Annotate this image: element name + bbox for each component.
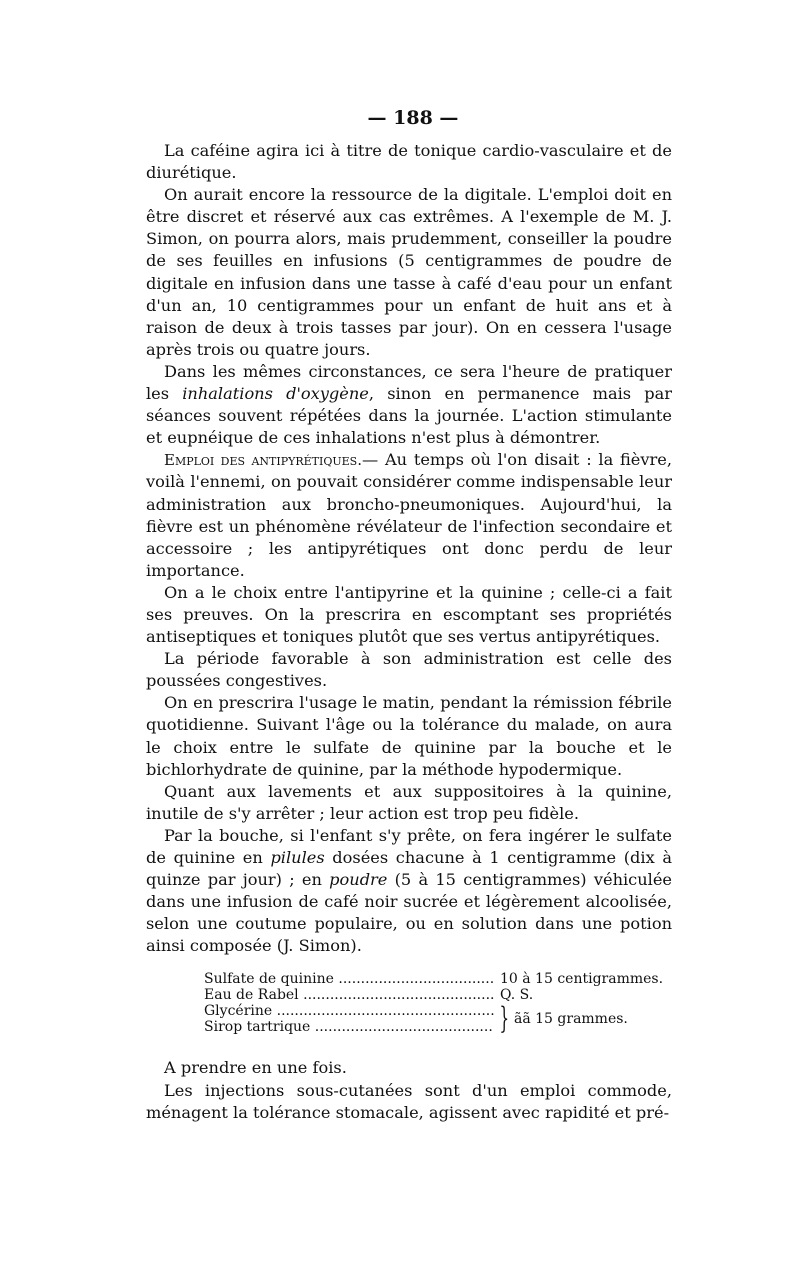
poudre-emphasis: poudre bbox=[329, 870, 388, 890]
recipe-quantity: Q. S. bbox=[500, 987, 534, 1004]
recipe-row bbox=[204, 971, 674, 987]
book-page bbox=[146, 96, 672, 1124]
recipe-brace-group bbox=[204, 1003, 674, 1035]
paragraph-matin: On en prescrira l'usage le matin, pendant la rémission fébrile quotidienne. Suivant l'âge ou la tolérance du malade, on aura le choix entre le sulfate de quinine par la bouche et le bichlorhydrate de quinine, par la méthode hypodermique. bbox=[146, 693, 672, 779]
paragraph-cafeine: La caféine agira ici à titre de tonique cardio-vasculaire et de diurétique. bbox=[146, 141, 672, 183]
inhalations-emphasis: inhalations d'oxygène bbox=[182, 384, 369, 404]
paragraph-periode: La période favorable à son administration est celle des poussées congestives. bbox=[146, 649, 672, 691]
recipe-quantity: ãã 15 grammes. bbox=[514, 1011, 628, 1028]
recipe-ingredient: Sirop tartrique ..... bbox=[204, 1019, 494, 1035]
recipe-ingredient: Sulfate de quinine ..... bbox=[204, 971, 494, 987]
recipe-quantity: 10 à 15 centigrammes. bbox=[500, 971, 664, 988]
recipe-row bbox=[204, 987, 674, 1003]
page-body bbox=[146, 140, 672, 1124]
section-heading: Emploi des antipyrétiques. bbox=[164, 451, 362, 470]
recipe-table bbox=[204, 971, 674, 1035]
paragraph-digitale: On aurait encore la ressource de la digitale. L'emploi doit en être discret et réservé aux cas extrêmes. A l'exemple de M. J. Simon, on pourra alors, mais prudemment, conseiller la poudre de ses feuilles en infusions (5 centigrammes de poudre de digitale en infusion dans une tasse à café d'eau pour un enfant d'un an, 10 centigrammes pour un enfant de huit ans et à raison de deux à trois tasses par jour). On en cessera l'usage après trois ou quatre jours. bbox=[146, 185, 672, 359]
paragraph-lavements: Quant aux lavements et aux suppositoires à la quinine, inutile de s'y arrêter ; leur action est trop peu fidèle. bbox=[146, 781, 672, 823]
paragraph-antipyretiques: Emploi des antipyrétiques.— Au temps où l'on disait : la fièvre, voilà l'ennemi, on pouvait considérer comme indispensable leur administration aux broncho-pneumoniques. Aujourd'hui, la fièvre est un phénomène révélateur de l'infection secondaire et accessoire ; les antipyrétiques ont donc perdu de leur importance. bbox=[146, 450, 672, 580]
paragraph-choix: On a le choix entre l'antipyrine et la quinine ; celle-ci a fait ses preuves. On la prescrira en escomptant ses propriétés antiseptiques et toniques plutôt que ses vertus antipyrétiques. bbox=[146, 582, 672, 647]
paragraph-bouche: Par la bouche, si l'enfant s'y prête, on fera ingérer le sulfate de quinine en pilules dosées chacune à 1 centigramme (dix à quinze par jour) ; en poudre (5 à 15 centigrammes) véhiculée dans une infusion de café noir sucrée et légèrement alcoolisée, selon une coutume populaire, ou en solution dans une potion ainsi composée (J. Simon). bbox=[146, 825, 672, 956]
recipe-row bbox=[204, 1019, 494, 1035]
recipe-ingredient: Glycérine ..... bbox=[204, 1003, 494, 1019]
paragraph-injections: Les injections sous-cutanées sont d'un emploi commode, ménagent la tolérance stomacale, agissent avec rapidité et pré- bbox=[146, 1080, 672, 1122]
recipe-ingredient: Eau de Rabel ..... bbox=[204, 987, 494, 1003]
paragraph-inhalations: Dans les mêmes circonstances, ce sera l'heure de pratiquer les inhalations d'oxygène, sinon en permanence mais par séances souvent répétées dans la journée. L'action stimulante et eupnéique de ces inhalations n'est plus à démontrer. bbox=[146, 361, 673, 448]
brace-glyph: } bbox=[499, 1001, 510, 1037]
pilules-emphasis: pilules bbox=[270, 848, 325, 867]
paragraph-prendre: A prendre en une fois. bbox=[164, 1058, 347, 1078]
page-number: — 188 — bbox=[367, 107, 459, 129]
recipe-row bbox=[204, 1003, 494, 1019]
